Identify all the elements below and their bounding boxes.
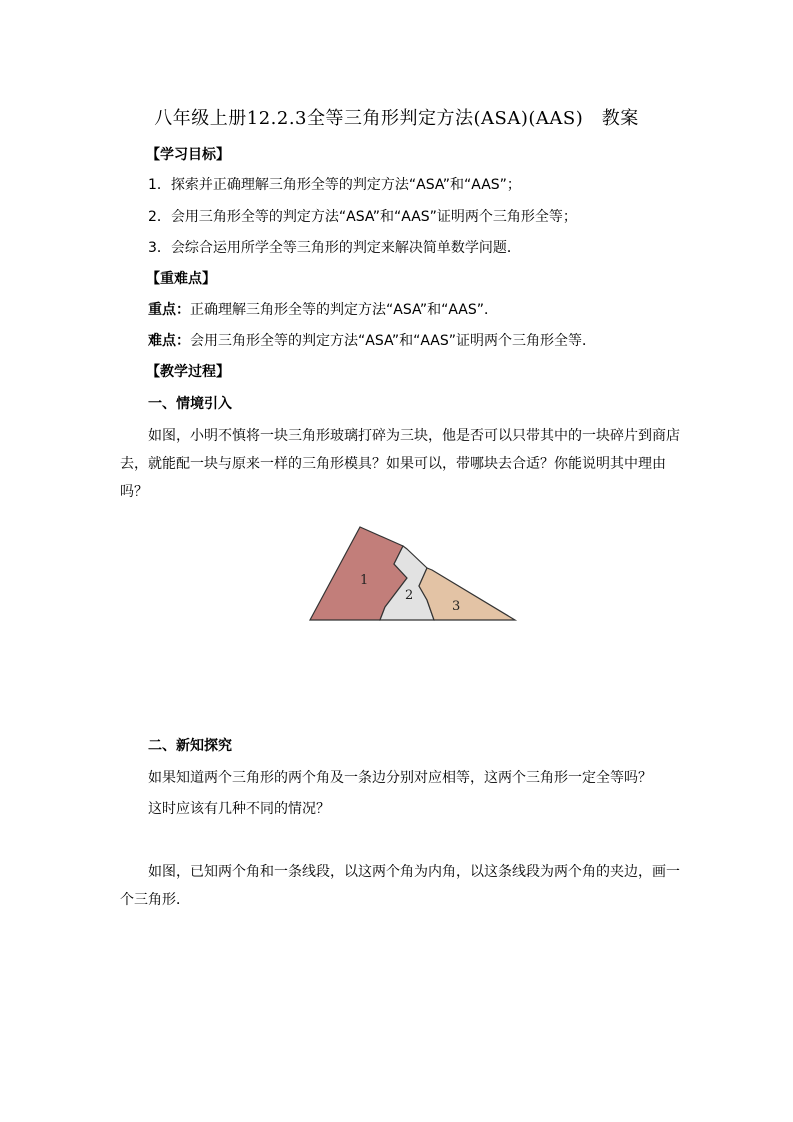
page-title: 八年级上册12.2.3全等三角形判定方法(ASA)(AAS) 教案: [154, 108, 639, 129]
glass-piece-3: [419, 568, 515, 620]
key-points-heading: 【重难点】: [146, 271, 216, 287]
section2-question-1: 如果知道两个三角形的两个角及一条边分别对应相等，这两个三角形一定全等吗？: [148, 770, 652, 786]
key-point-text: 正确理解三角形全等的判定方法“ASA”和“AAS”．: [190, 302, 499, 318]
difficulty-text: 会用三角形全等的判定方法“ASA”和“AAS”证明两个三角形全等．: [190, 333, 597, 349]
objectives-heading: 【学习目标】: [146, 147, 230, 163]
piece-label-2: 2: [405, 588, 414, 603]
piece-label-1: 1: [360, 573, 369, 588]
objective-item-3: 3．会综合运用所学全等三角形的判定来解决简单数学问题．: [148, 240, 521, 256]
section2-question-2: 这时应该有几种不同的情况？: [148, 801, 330, 817]
objective-item-1: 1．探索并正确理解三角形全等的判定方法“ASA”和“AAS”；: [148, 177, 521, 193]
section2-heading: 二、新知探究: [148, 738, 232, 754]
process-heading: 【教学过程】: [146, 364, 230, 380]
piece-label-3: 3: [452, 599, 461, 614]
section1-paragraph: 如图，小明不慎将一块三角形玻璃打碎为三块，他是否可以只带其中的一块碎片到商店去，就能配一块与原来一样的三角形模具？如果可以，带哪块去合适？你能说明其中理由吗？: [120, 428, 680, 500]
section2-paragraph: 如图，已知两个角和一条线段，以这两个角为内角，以这条线段为两个角的夹边，画一个三角形．: [120, 864, 680, 908]
key-point-label: 重点：: [148, 302, 190, 318]
broken-triangle-figure: [305, 522, 520, 626]
difficulty-line: [148, 327, 596, 355]
difficulty-label: 难点：: [148, 333, 190, 349]
section1-heading: 一、情境引入: [148, 396, 232, 412]
key-point-line: [148, 296, 498, 324]
objective-item-2: 2．会用三角形全等的判定方法“ASA”和“AAS”证明两个三角形全等；: [148, 209, 577, 225]
